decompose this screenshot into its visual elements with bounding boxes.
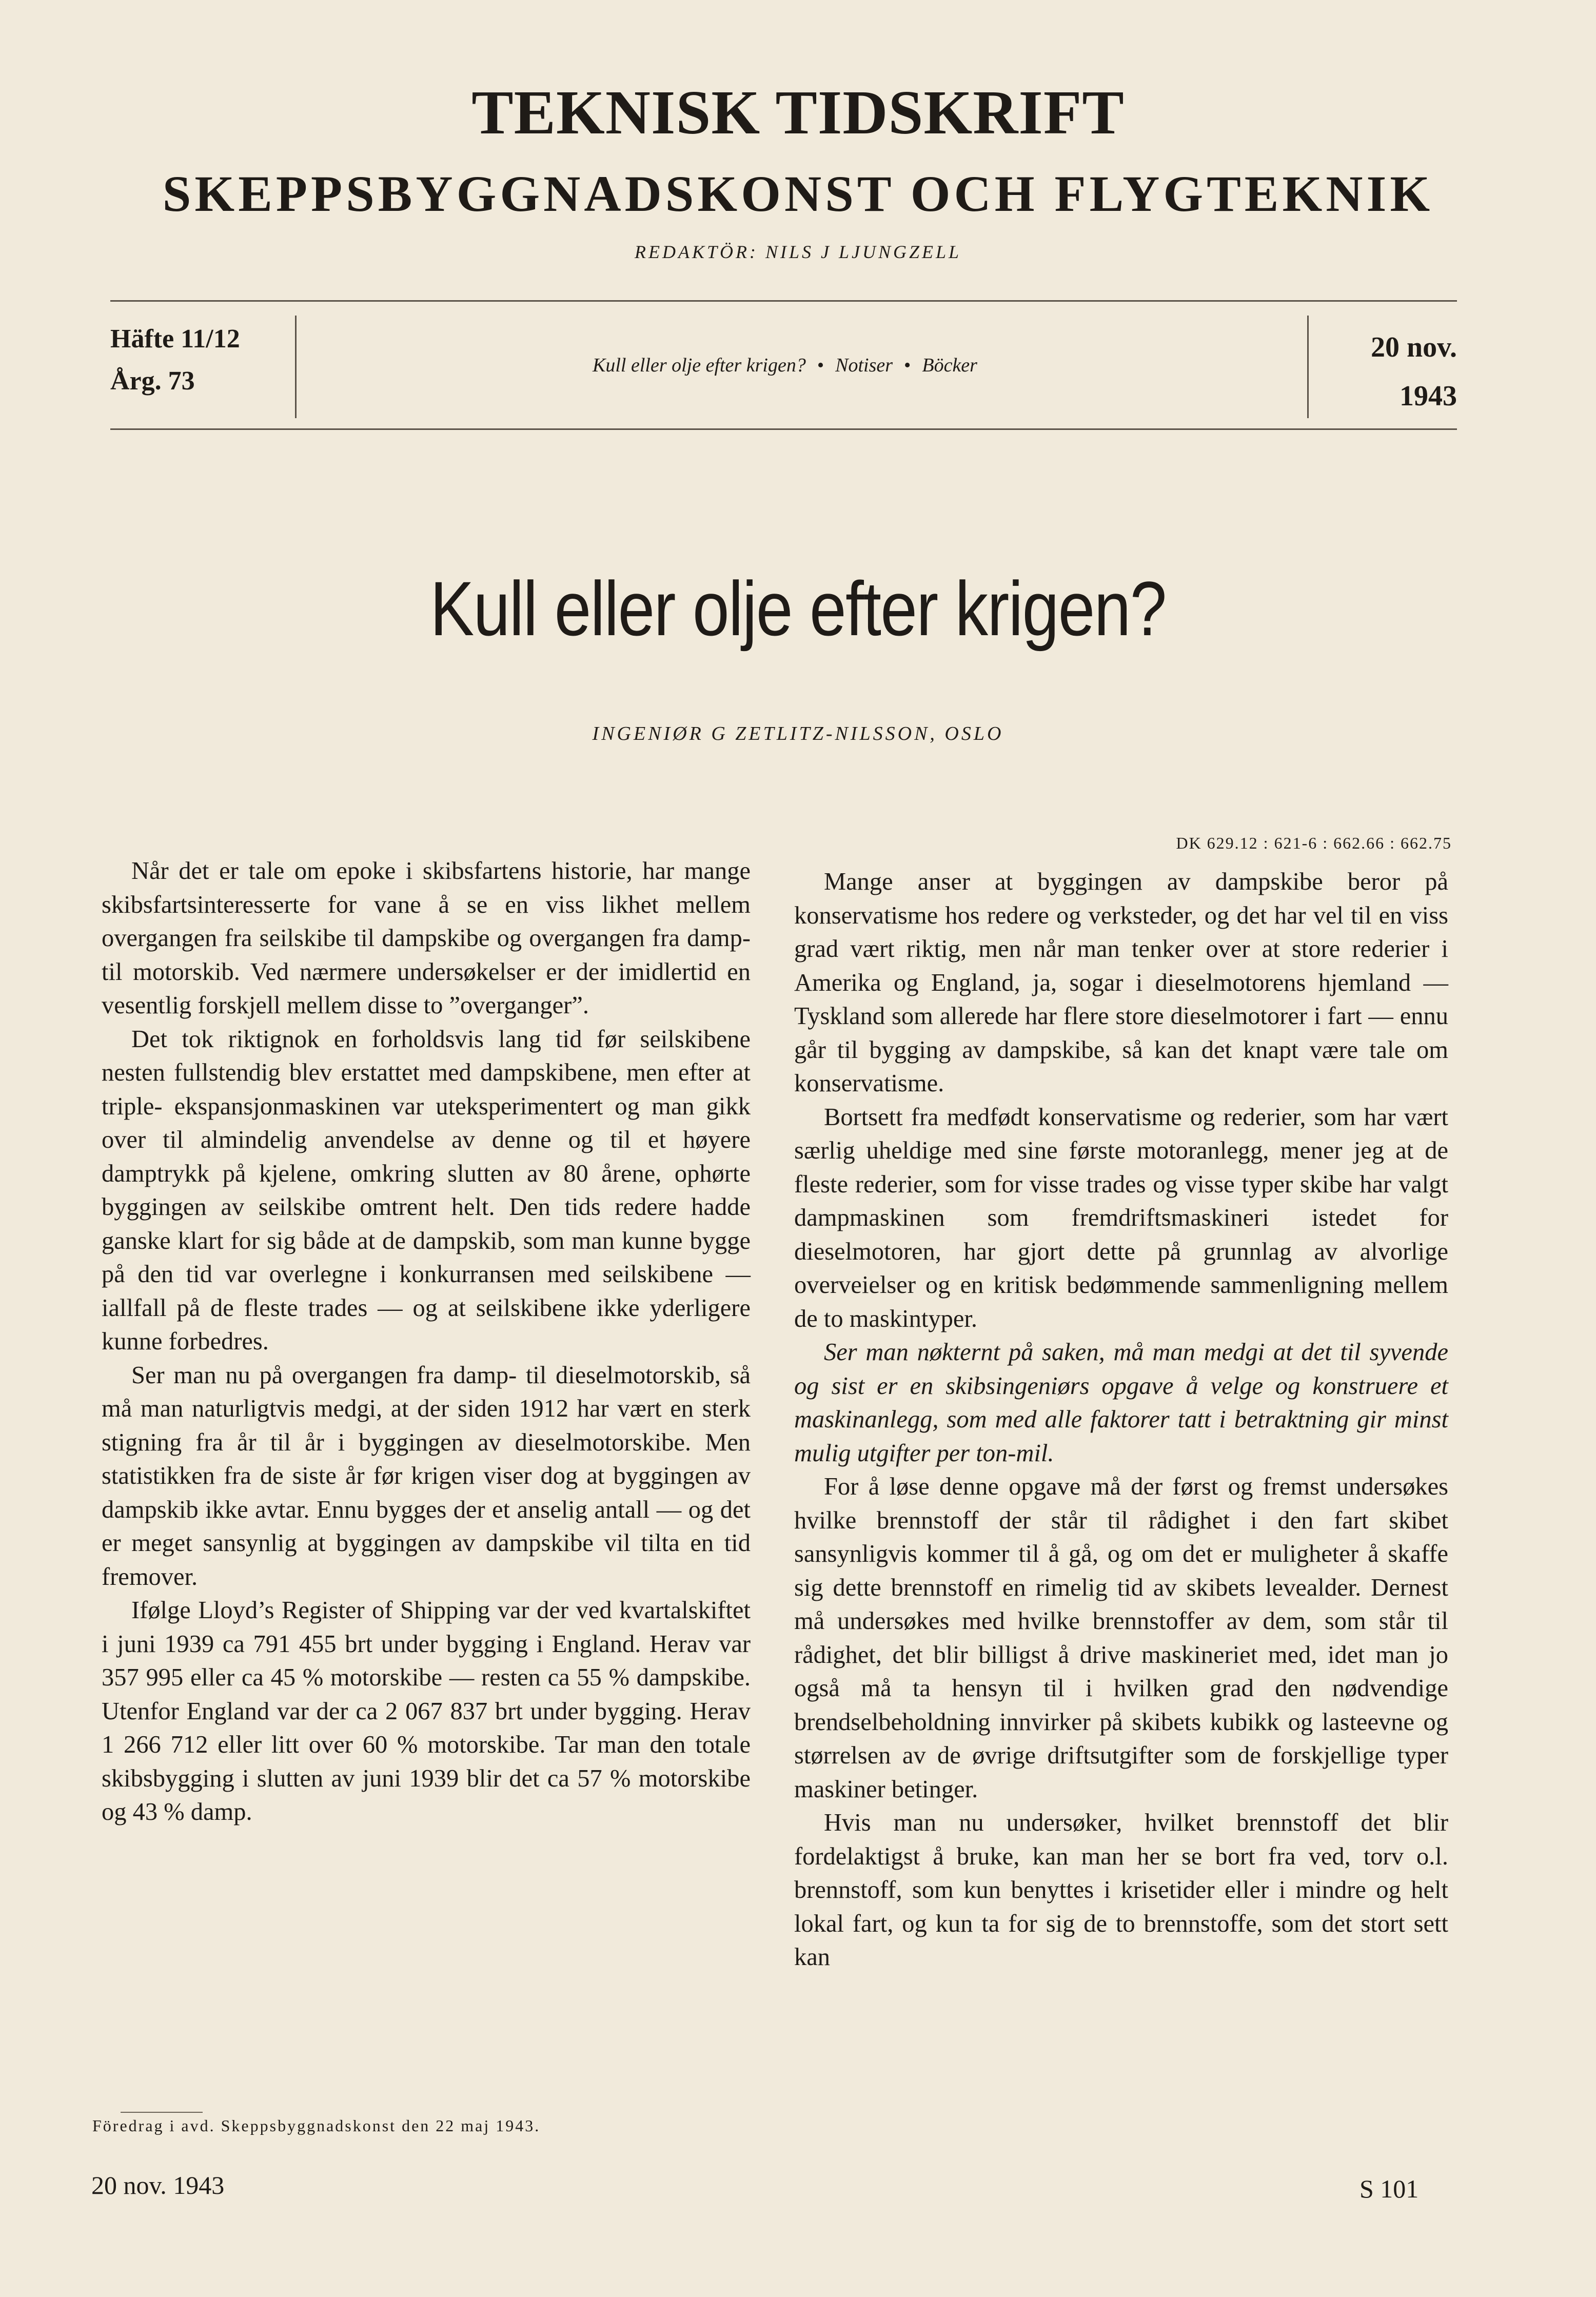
page-number: S 101 (1359, 2174, 1419, 2203)
issue-date (1329, 323, 1457, 421)
paragraph: Ser man nu på overgangen fra damp- til dieselmotorskib, så må man naturligtvis medgi, at der siden 1912 har vært en sterk stigning fra år til år i byggingen av dieselmotorskibe. Men statistikken fra de siste år før krigen viser dog at byggingen av dampskib ikke avtar. Ennu bygges der et anselig antall — og det er meget sansynlig at byggingen av dampskibe vil tilta en tid fremover. (102, 1361, 751, 1591)
contents-separator: • (817, 355, 824, 376)
footnote: Föredrag i avd. Skeppsbyggnadskonst den 22 maj 1943. (92, 2116, 541, 2135)
article-title: Kull eller olje efter krigen? (430, 565, 1166, 652)
contents-item: Böcker (922, 355, 977, 376)
left-divider (295, 316, 297, 418)
paragraph: Det tok riktignok en forholdsvis lang tid før seilskibene nesten fullstendig blev erstattet med dampskibene, men efter at triple- ekspansjonmaskinen var uteksperimentert og man gikk over til almindelig anvendelse av denne og til et høyere damptrykk på kjelene, omkring slutten av 80 årene, ophørte byggingen av seilskibe omtrent helt. Den tids redere hadde ganske klart for sig både at de dampskib, som man kunne bygge på den tid var overlegne i konkurransen med seilskibene — iallfall på de fleste trades — og at seilskibene ikke yderligere kunne forbedres. (102, 1025, 751, 1355)
top-rule (110, 300, 1457, 302)
paragraph: Ifølge Lloyd’s Register of Shipping var der ved kvartalskiftet i juni 1939 ca 791 455 brt under bygging i England. Herav var 357 995 eller ca 45 % motorskibe — resten ca 55 % dampskibe. Utenfor England var der ca 2 067 837 brt under bygging. Herav 1 266 712 eller litt over 60 % motorskibe. Tar man den totale skibsbygging i slutten av juni 1939 blir det ca 57 % motorskibe og 43 % damp. (102, 1597, 751, 1825)
issue-info (110, 318, 240, 402)
contents-item: Kull eller olje efter krigen? (593, 355, 806, 376)
footer-date: 20 nov. 1943 (91, 2171, 225, 2200)
volume-number: Årg. 73 (110, 366, 195, 396)
dk-classification: DK 629.12 : 621-6 : 662.66 : 662.75 (1176, 834, 1452, 852)
issue-number: Häfte 11/12 (110, 324, 240, 354)
journal-title: TEKNISK TIDSKRIFT (471, 78, 1125, 147)
footnote-rule (121, 2112, 203, 2113)
contents-line (303, 354, 1267, 377)
left-column (102, 854, 751, 1829)
article-author: INGENIØR G ZETLITZ-NILSSON, OSLO (592, 723, 1004, 744)
issue-year: 1943 (1400, 380, 1457, 412)
paragraph: Bortsett fra medfødt konservatisme og rederier, som har vært særlig uheldige med sine første motoranlegg, mener jeg at de fleste rederier, som for visse trades og visse typer skibe har valgt dampmaskinen som fremdriftsmaskineri istedet for dieselmotoren, har gjort dette på grunnlag av alvorlige overveielser og en kritisk bedømmende sammenligning mellem de to maskintyper. (794, 1103, 1448, 1332)
paragraph: Mange anser at byggingen av dampskibe beror på konservatisme hos redere og verksteder, og det har vel til en viss grad vært riktig, men når man tenker over at store rederier i Amerika og England, ja, sogar i dieselmotorens hjemland — Tyskland som allerede har flere store dieselmotorer i fart — ennu går til bygging av dampskibe, så kan det knapt være tale om konservatisme. (794, 868, 1448, 1097)
paragraph: Når det er tale om epoke i skibsfartens historie, har mange skibsfartsinteresserte for vane å se en viss likhet mellem overgangen fra seilskibe til dampskibe og overgangen fra damp- til motorskib. Ved nærmere undersøkelser er der imidlertid en vesentlig forskjell mellem disse to ”overganger”. (102, 857, 751, 1019)
right-column (794, 865, 1448, 1974)
contents-item: Notiser (835, 355, 893, 376)
issue-day: 20 nov. (1370, 331, 1457, 363)
paragraph: For å løse denne opgave må der først og fremst undersøkes hvilke brennstoff der står til rådighet i den fart skibet sansynligvis kommer til å gå, og om det er muligheter å skaffe sig dette brennstoff en rimelig tid av skibets levealder. Dernest må undersøkes med hvilke brennstoffer av dem, som står til rådighet, det blir billigst å drive maskineriet med, idet man jo også må ta hensyn til i hvilken grad den nødvendige brendselbeholdning innvirker på skibets kubikk og lasteevne og størrelsen av de øvrige driftsutgifter som de forskjellige typer maskiner betinger. (794, 1473, 1448, 1803)
paragraph: Hvis man nu undersøker, hvilket brennstoff det blir fordelaktigst å bruke, kan man her se bort fra ved, torv o.l. brennstoff, som kun benyttes i krisetider eller i mindre og helt lokal fart, og kun ta for sig de to brennstoffe, som det stort sett kan (794, 1809, 1448, 1971)
section-title: SKEPPSBYGGNADSKONST OCH FLYGTEKNIK (162, 165, 1434, 222)
right-divider (1307, 316, 1309, 418)
bottom-rule (110, 428, 1457, 430)
paragraph: Ser man nøkternt på saken, må man medgi at det til syvende og sist er en skibsingeniørs opgave å velge og konstruere et maskinanlegg, som med alle faktorer tatt i betraktning gir minst mulig utgifter per ton-mil. (794, 1339, 1448, 1467)
editor-line: REDAKTÖR: NILS J LJUNGZELL (634, 242, 962, 262)
contents-separator: • (904, 355, 911, 376)
